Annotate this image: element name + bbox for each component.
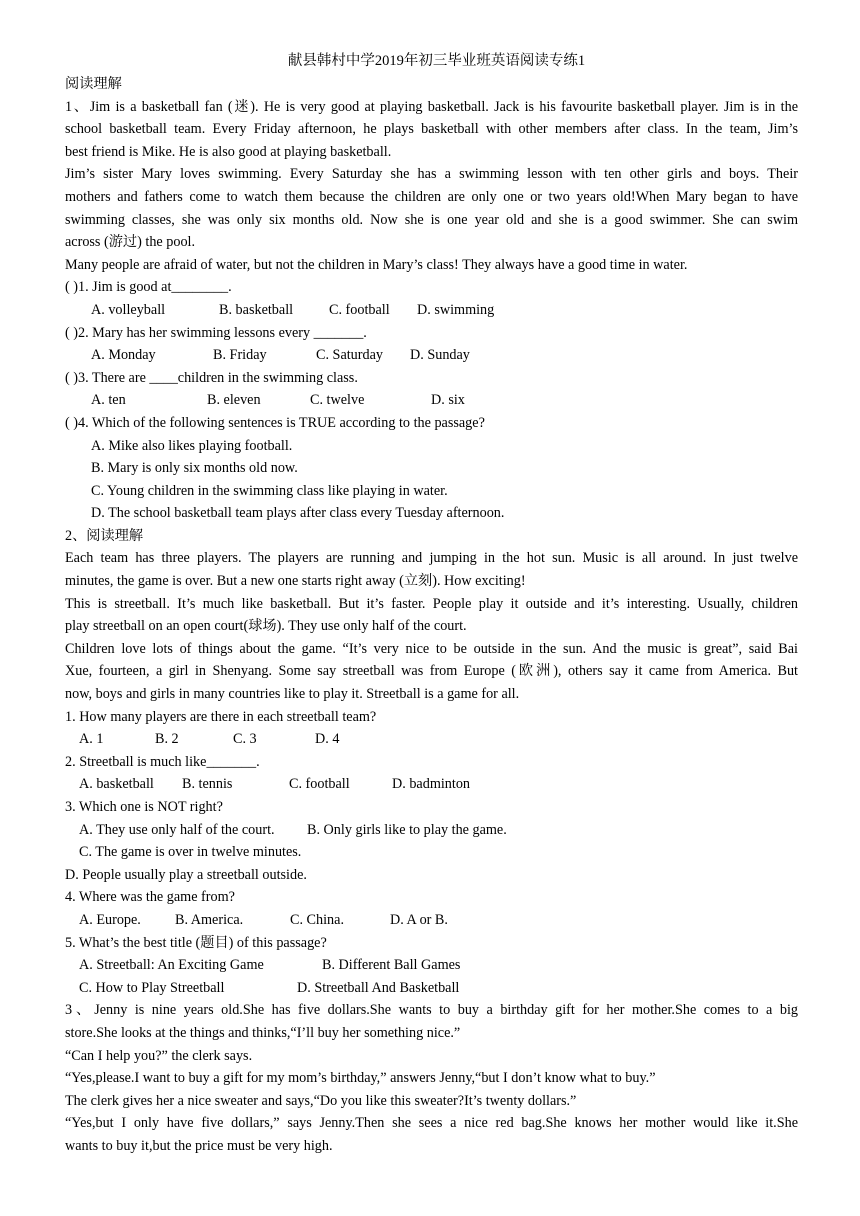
option: C. football (329, 301, 390, 318)
option: B. Only girls like to play the game. (307, 821, 507, 838)
option: D. Sunday (410, 347, 470, 364)
passage-line: 1、Jim is a basketball fan (迷). He is very good at playing basketball. Jack is his favourite basketball player. Jim is in the (65, 98, 798, 115)
passage-line: “Can I help you?” the clerk says. (65, 1047, 253, 1064)
passage-line: best friend is Mike. He is also good at playing basketball. (65, 143, 392, 160)
option: C. 3 (233, 731, 257, 748)
passage-line: store.She looks at the things and thinks,“I’ll buy her something nice.” (65, 1024, 461, 1041)
question: 4. Where was the game from? (65, 889, 235, 906)
option: D. six (431, 392, 465, 409)
passage-line: Xue, fourteen, a girl in Shenyang. Some say streetball was from Europe (欧洲), others say it came from America. But (65, 663, 798, 680)
question: 5. What’s the best title (题目) of this passage? (65, 934, 327, 951)
option: B. America. (175, 911, 244, 928)
option: C. How to Play Streetball (79, 979, 225, 996)
option: B. Mary is only six months old now. (91, 460, 298, 477)
option: B. basketball (219, 301, 294, 318)
passage-line: Jim’s sister Mary loves swimming. Every Saturday she has a swimming lesson with ten other girls and boys. Their (65, 166, 798, 183)
question: 3. Which one is NOT right? (65, 799, 223, 815)
passage-line: Each team has three players. The players are running and jumping in the hot sun. Music is all around. In just twelve (65, 550, 798, 567)
option: C. twelve (310, 392, 365, 409)
option: C. China. (290, 911, 344, 928)
option: B. eleven (207, 392, 261, 409)
option: D. The school basketball team plays after class every Tuesday afternoon. (91, 505, 505, 522)
passage-line: 3、Jenny is nine years old.She has five dollars.She wants to buy a birthday gift for her mother.She comes to a big (65, 1002, 798, 1019)
question: ( )2. Mary has her swimming lessons every _______. (65, 324, 367, 341)
question-options (65, 977, 798, 1000)
option: C. football (289, 776, 350, 793)
passage-line: now, boys and girls in many countries like to play it. Streetball is a game for all. (65, 686, 520, 703)
document-title: 献县韩村中学2019年初三毕业班英语阅读专练1 (287, 53, 586, 69)
question: ( )1. Jim is good at________. (65, 279, 232, 296)
option: D. A or B. (390, 911, 448, 928)
option: C. Young children in the swimming class like playing in water. (91, 482, 448, 499)
passage-line: minutes, the game is over. But a new one starts right away (立刻). How exciting! (65, 573, 526, 590)
option: C. The game is over in twelve minutes. (79, 844, 302, 861)
option: B. 2 (155, 731, 179, 748)
option: D. People usually play a streetball outside. (65, 866, 307, 883)
passage-line: “Yes,please.I want to buy a gift for my mom’s birthday,” answers Jenny,“but I don’t know what to buy.” (65, 1070, 656, 1087)
passage-line: play streetball on an open court(球场). They use only half of the court. (65, 618, 467, 635)
option: A. ten (91, 392, 126, 409)
passage-line: Children love lots of things about the game. “It’s very nice to be outside in the sun. And the music is great”, said Bai (65, 640, 798, 657)
question: 2. Streetball is much like_______. (65, 753, 260, 770)
passage-line: “Yes,but I only have five dollars,” says Jenny.Then she sees a nice red bag.She knows her mother would like it.She (65, 1115, 798, 1132)
question: ( )4. Which of the following sentences is TRUE according to the passage? (65, 414, 485, 431)
option: C. Saturday (316, 347, 383, 364)
question-options (65, 773, 798, 796)
option: D. 4 (315, 731, 340, 748)
passage-line: swimming classes, she was only six months old. Now she is one year old and she is a good swimmer. She can swim (65, 211, 798, 228)
section-heading: 2、阅读理解 (65, 527, 144, 544)
option: D. badminton (392, 776, 471, 793)
section-heading: 阅读理解 (65, 76, 122, 92)
passage-line: mothers and fathers come to watch them because the children are only one or two years old!When Mary began to have (65, 188, 798, 205)
option: B. Friday (213, 347, 267, 364)
option: A. Mike also likes playing football. (91, 437, 293, 454)
option: A. Europe. (79, 911, 141, 928)
option: A. Monday (91, 347, 156, 364)
document-page (65, 50, 798, 1158)
option: A. 1 (79, 731, 104, 748)
option: A. basketball (79, 776, 154, 793)
question-options (65, 389, 798, 412)
passage-line: across (游过) the pool. (65, 234, 196, 251)
question-options (65, 344, 798, 367)
passage-line: school basketball team. Every Friday afternoon, he plays basketball with other members after class. In the team, Jim’s (65, 121, 798, 138)
option: B. tennis (182, 776, 233, 793)
question-options (65, 819, 798, 842)
option: A. They use only half of the court. (79, 821, 275, 838)
question-options (65, 909, 798, 932)
option: A. volleyball (91, 301, 166, 318)
question-options (65, 299, 798, 322)
passage-line: The clerk gives her a nice sweater and says,“Do you like this sweater?It’s twenty dollars.” (65, 1092, 577, 1109)
passage-line: wants to buy it,but the price must be very high. (65, 1137, 333, 1154)
passage-line: Many people are afraid of water, but not the children in Mary’s class! They always have a good time in water. (65, 256, 688, 273)
question: 1. How many players are there in each streetball team? (65, 708, 377, 725)
passage-line: This is streetball. It’s much like basketball. But it’s faster. People play it outside and it’s interesting. Usually, children (65, 595, 798, 612)
question-options (65, 954, 798, 977)
option: D. Streetball And Basketball (297, 979, 460, 996)
option: D. swimming (417, 301, 495, 318)
question-options (65, 728, 798, 751)
option: B. Different Ball Games (322, 957, 461, 974)
option: A. Streetball: An Exciting Game (79, 957, 264, 974)
question: ( )3. There are ____children in the swimming class. (65, 369, 358, 386)
